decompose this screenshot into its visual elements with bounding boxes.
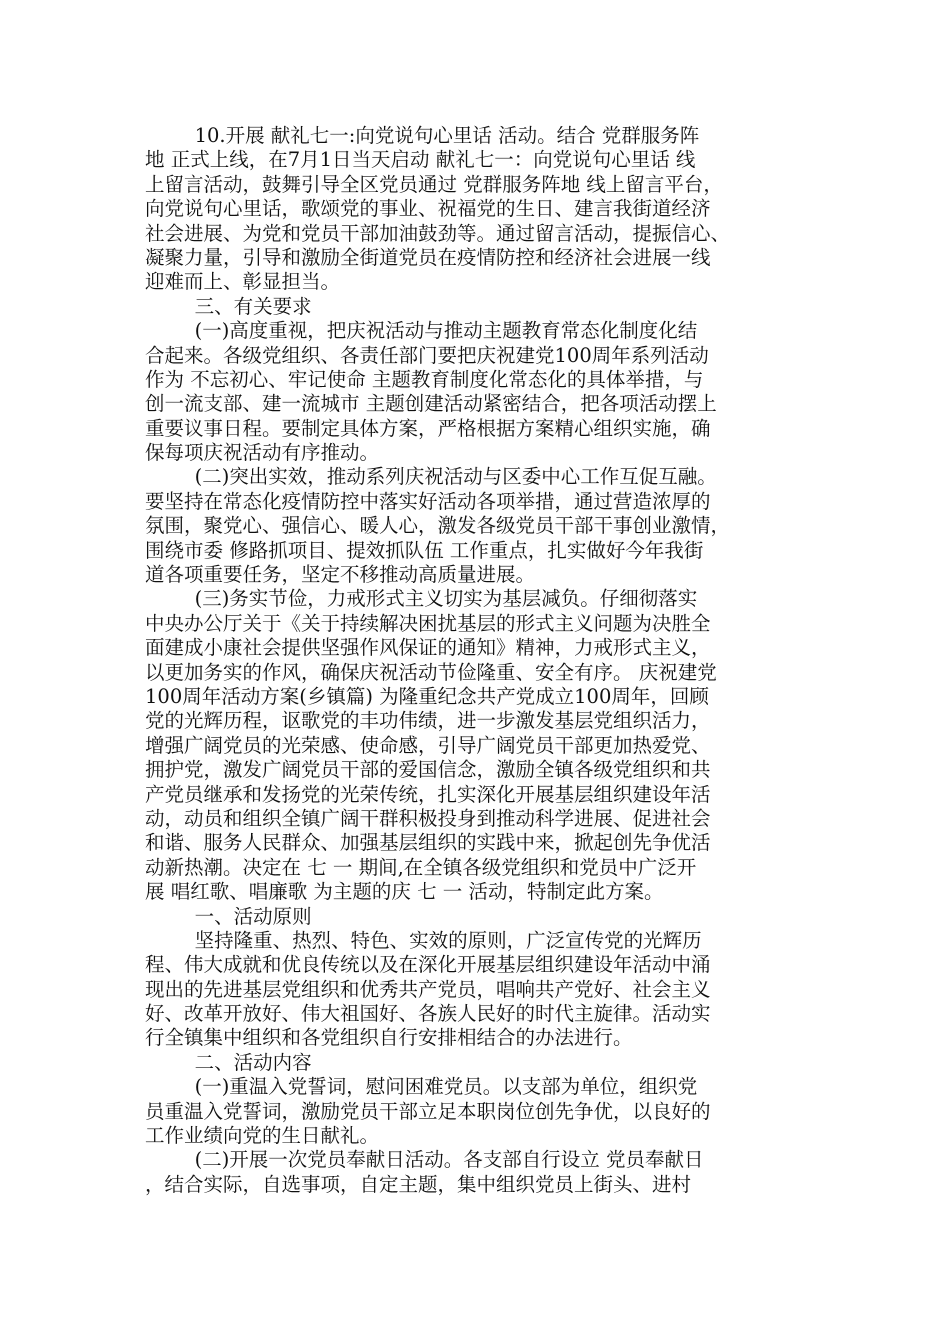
text-line: 拥护党，激发广阔党员干部的爱国信念，激励全镇各级党组织和共 bbox=[145, 758, 711, 782]
text-line: 和谐、服务人民群众、加强基层组织的实践中来，掀起创先争优活 bbox=[145, 831, 711, 855]
text-line: 工作业绩向党的生日献礼。 bbox=[145, 1124, 380, 1148]
text-line: 10.开展 献礼七一:向党说句心里话 活动。结合 党群服务阵 bbox=[145, 124, 700, 147]
text-line: (一)高度重视，把庆祝活动与推动主题教育常态化制度化结 bbox=[145, 319, 698, 343]
text-line: 员重温入党誓词，激励党员干部立足本职岗位创先争优，以良好的 bbox=[145, 1099, 711, 1123]
text-line: 党的光辉历程，讴歌党的丰功伟绩，进一步激发基层党组织活力， bbox=[145, 709, 711, 733]
text-line: 产党员继承和发扬党的光荣传统，扎实深化开展基层组织建设年活 bbox=[145, 782, 711, 806]
text-line: (二)突出实效，推动系列庆祝活动与区委中心工作互促互融。 bbox=[145, 465, 717, 489]
text-line: 坚持隆重、热烈、特色、实效的原则，广泛宣传党的光辉历 bbox=[145, 928, 702, 952]
text-line: 氛围，聚党心、强信心、暖人心，激发各级党员干部干事创业激情， bbox=[145, 514, 731, 538]
text-line: 地 正式上线，在7月1日当天启动 献礼七一：向党说句心里话 线 bbox=[145, 148, 696, 172]
text-line: 好、改革开放好、伟大祖国好、各族人民好的时代主旋律。活动实 bbox=[145, 1002, 711, 1026]
text-line: (一)重温入党誓词，慰问困难党员。以支部为单位，组织党 bbox=[145, 1075, 698, 1099]
text-line: 作为 不忘初心、牢记使命 主题教育制度化常态化的具体举措，与 bbox=[145, 367, 704, 391]
text-line: 合起来。各级党组织、各责任部门要把庆祝建党100周年系列活动 bbox=[145, 343, 709, 367]
text-line: 创一流支部、建一流城市 主题创建活动紧密结合，把各项活动摆上 bbox=[145, 392, 717, 416]
section-heading: 二、活动内容 bbox=[145, 1050, 312, 1074]
text-line: 凝聚力量，引导和激励全街道党员在疫情防控和经济社会进展一线 bbox=[145, 245, 711, 269]
section-heading: 三、有关要求 bbox=[145, 294, 312, 318]
text-line: 上留言活动，鼓舞引导全区党员通过 党群服务阵地 线上留言平台， bbox=[145, 172, 723, 196]
text-line: 向党说句心里话，歌颂党的事业、祝福党的生日、建言我街道经济 bbox=[145, 197, 711, 221]
text-line: 社会进展、为党和党员干部加油鼓劲等。通过留言活动，提振信心、 bbox=[145, 221, 731, 245]
text-line: 迎难而上、彰显担当。 bbox=[145, 270, 341, 294]
text-line: 程、伟大成就和优良传统以及在深化开展基层组织建设年活动中涌 bbox=[145, 953, 711, 977]
text-line: 面建成小康社会提供坚强作风保证的通知》精神，力戒形式主义， bbox=[145, 636, 711, 660]
document-body bbox=[145, 124, 820, 1197]
text-line: 100周年活动方案(乡镇篇) 为隆重纪念共产党成立100周年，回顾 bbox=[145, 684, 709, 708]
section-heading: 一、活动原则 bbox=[145, 904, 312, 928]
text-line: 展 唱红歌、唱廉歌 为主题的庆 七 一 活动，特制定此方案。 bbox=[145, 880, 664, 904]
text-line: 围绕市委 修路抓项目、提效抓队伍 工作重点，扎实做好今年我街 bbox=[145, 538, 704, 562]
text-line: 以更加务实的作风，确保庆祝活动节俭隆重、安全有序。 庆祝建党 bbox=[145, 660, 717, 684]
text-line: 动，动员和组织全镇广阔干群积极投身到推动科学进展、促进社会 bbox=[145, 806, 711, 830]
text-line: 道各项重要任务，坚定不移推动高质量进展。 bbox=[145, 563, 536, 587]
text-line: 要坚持在常态化疫情防控中落实好活动各项举措，通过营造浓厚的 bbox=[145, 489, 711, 513]
text-line: 行全镇集中组织和各党组织自行安排相结合的办法进行。 bbox=[145, 1026, 633, 1050]
text-line: ，结合实际，自选事项，自定主题，集中组织党员上街头、进村 bbox=[145, 1172, 692, 1196]
text-line: 中央办公厅关于《关于持续解决困扰基层的形式主义问题为决胜全 bbox=[145, 611, 711, 635]
text-line: (三)务实节俭，力戒形式主义切实为基层减负。仔细彻落实 bbox=[145, 587, 698, 611]
text-line: 现出的先进基层党组织和优秀共产党员，唱响共产党好、社会主义 bbox=[145, 977, 711, 1001]
text-line: 增强广阔党员的光荣感、使命感，引导广阔党员干部更加热爱党、 bbox=[145, 733, 711, 757]
text-line: 重要议事日程。要制定具体方案，严格根据方案精心组织实施，确 bbox=[145, 416, 711, 440]
text-line: 动新热潮。决定在 七 一 期间,在全镇各级党组织和党员中广泛开 bbox=[145, 855, 697, 879]
text-line: 保每项庆祝活动有序推动。 bbox=[145, 441, 380, 465]
text-line: (二)开展一次党员奉献日活动。各支部自行设立 党员奉献日 bbox=[145, 1148, 704, 1172]
